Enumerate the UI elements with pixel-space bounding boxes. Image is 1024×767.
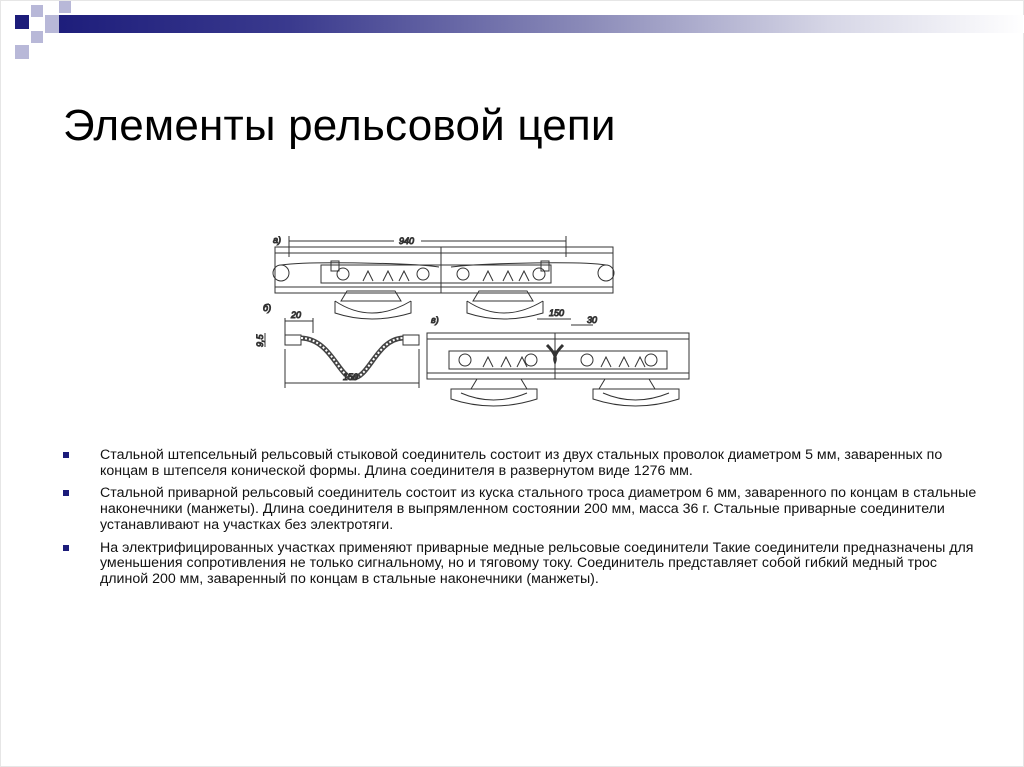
bullet-item — [63, 486, 983, 533]
rail-left — [275, 247, 441, 293]
bullet-text: Стальной штепсельный рельсовый стыковой соединитель состоит из двух стальных проволок диаметром 5 мм, заваренных по концам в штепселя конической формы. Длина соединителя в развернутом виде 1276 мм. — [100, 447, 943, 479]
rail-joint-plate — [321, 265, 551, 283]
slide-title: Элементы рельсовой цепи — [63, 101, 616, 150]
dim-20: 20 — [291, 310, 302, 320]
bullet-marker-icon — [63, 545, 69, 551]
sleeper-c-left — [451, 389, 537, 406]
bullet-item — [63, 448, 983, 479]
label-a: а) — [273, 235, 282, 245]
label-b: б) — [263, 303, 272, 313]
decor-square — [15, 45, 29, 59]
decor-square — [31, 31, 43, 43]
decor-square — [59, 1, 71, 13]
rail-c-right — [555, 333, 689, 379]
sleeper-left — [335, 301, 411, 313]
rail-connector-drawing — [251, 223, 721, 413]
bullet-marker-icon — [63, 490, 69, 496]
header-gradient-bar — [45, 15, 1024, 33]
dim-150-c: 150 — [549, 308, 565, 318]
decor-square — [15, 15, 29, 29]
sleeper-c-right — [593, 389, 679, 406]
rail-c-joint-plate — [449, 351, 667, 369]
bullet-text: На электрифицированных участках применяют приварные медные рельсовые соединители Такие соединители предназначены для уменьшения сопротивления не только сигнальному, но и тяговому току. Соединитель представляет собой гибкий медный трос длиной 200 мм, заваренный по концам в стальные наконечники (манжеты). — [100, 539, 974, 587]
bullet-item — [63, 541, 983, 588]
bullet-list — [63, 448, 983, 595]
bullet-text: Стальной приварной рельсовый соединитель состоит из куска стального троса диаметром 6 мм, заваренного по концам в стальные наконечники (манжеты). Длина соединителя в выпрямленном состоянии 200 мм, масса 36 г. Стальные приварные соединители устанавливают на участках без электротяги. — [100, 485, 977, 533]
dim-30: 30 — [587, 315, 598, 325]
decor-square — [45, 15, 59, 33]
dim-940: 940 — [399, 236, 415, 246]
label-c: в) — [431, 315, 439, 325]
decor-square — [31, 5, 43, 17]
dim-9-5: 9,5 — [255, 334, 265, 347]
bullet-marker-icon — [63, 452, 69, 458]
sleeper-right — [467, 301, 543, 313]
dim-150-b: 150 — [343, 372, 359, 382]
connector-lug-left — [285, 335, 301, 345]
connector-lug-right — [403, 335, 419, 345]
